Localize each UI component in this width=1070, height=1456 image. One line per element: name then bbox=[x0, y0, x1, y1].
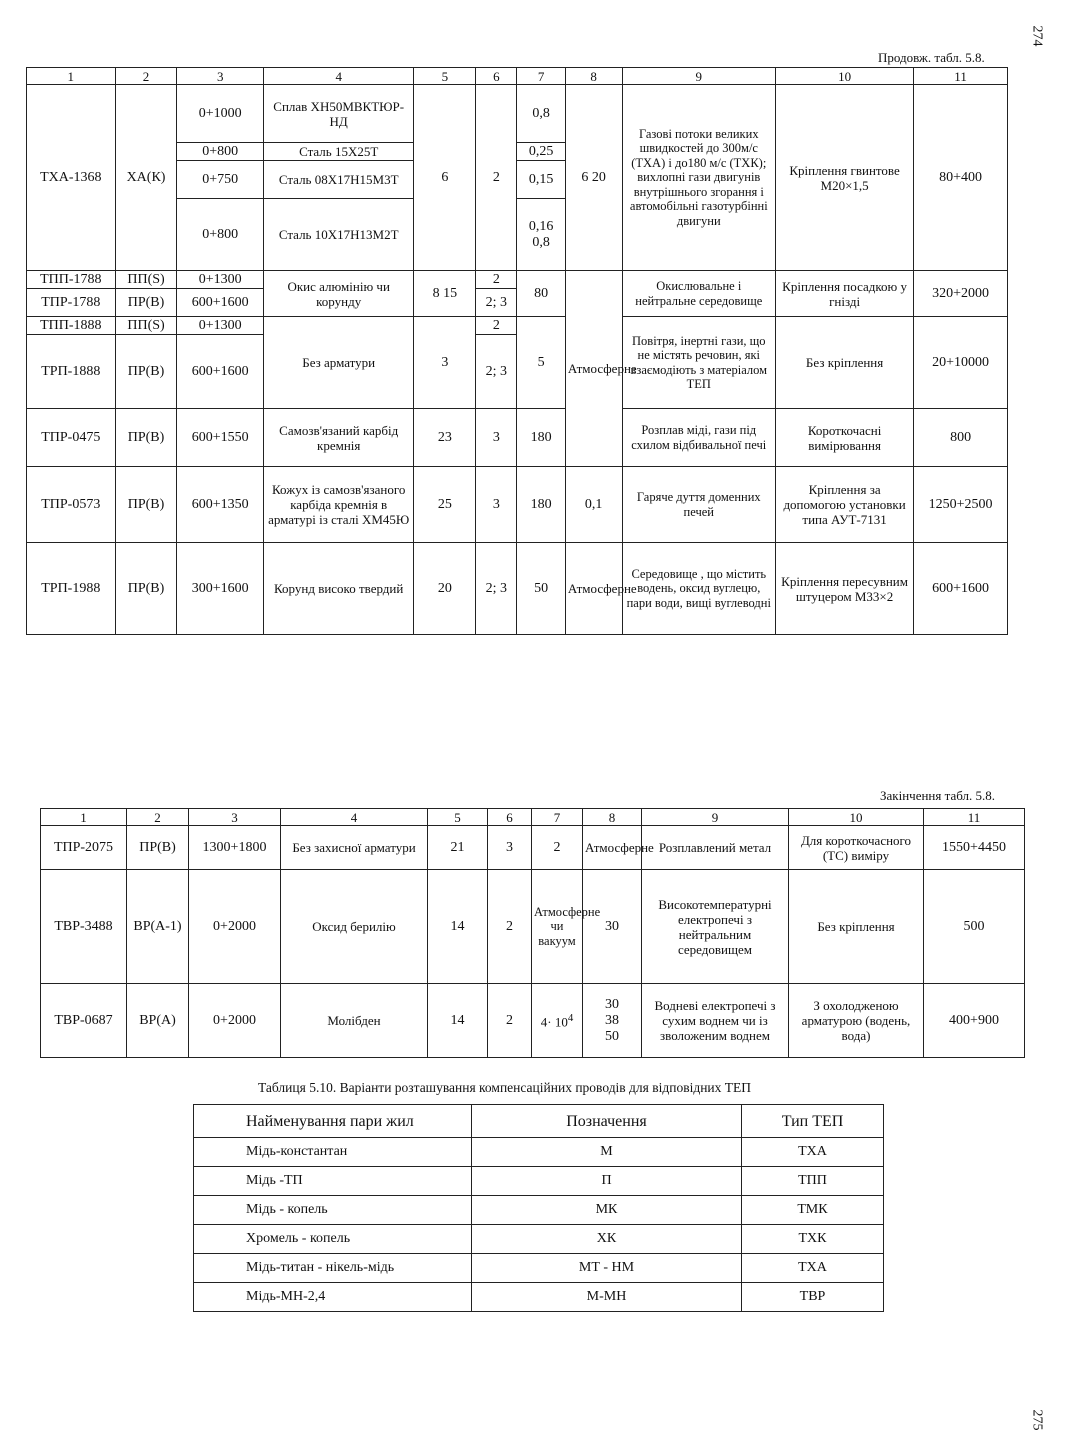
header-cell: 11 bbox=[924, 809, 1025, 826]
cell-col6: 2 bbox=[476, 317, 517, 335]
cell-range: 0+2000 bbox=[189, 984, 281, 1058]
cell-material: Сталь 10Х17Н13М2Т bbox=[263, 199, 413, 271]
cell-tep-type: ТХА bbox=[742, 1254, 884, 1283]
cell-col7: 0,16 0,8 bbox=[517, 199, 565, 271]
cell-code: ТВР-0687 bbox=[41, 984, 127, 1058]
cell-pair: Мідь-МН-2,4 bbox=[194, 1283, 472, 1312]
cell-pair: Мідь - копель bbox=[194, 1196, 472, 1225]
page-number-bottom: 275 bbox=[1029, 1409, 1045, 1431]
cell-range: 600+1600 bbox=[177, 335, 264, 409]
cell-range: 600+1600 bbox=[177, 289, 264, 317]
cell-range: 0+2000 bbox=[189, 870, 281, 984]
cell-col8: Атмосферне bbox=[565, 543, 622, 635]
cell-length: 800 bbox=[914, 409, 1008, 467]
header-cell: 7 bbox=[517, 68, 565, 85]
cell-material: Сталь 08Х17Н15М3Т bbox=[263, 161, 413, 199]
table3-caption: Таблиця 5.10. Варіанти розташування компенсаційних проводів для відповідних ТЕП bbox=[258, 1080, 752, 1095]
cell-length: 80+400 bbox=[914, 85, 1008, 271]
cell-tep-type: ТПП bbox=[742, 1167, 884, 1196]
table-row bbox=[27, 317, 1008, 335]
cell-type: ПП(S) bbox=[115, 271, 177, 289]
cell-type: ПР(В) bbox=[115, 543, 177, 635]
cell-code: ТВР-3488 bbox=[41, 870, 127, 984]
table1-caption: Продовж. табл. 5.8. bbox=[878, 50, 985, 65]
cell-range: 1300+1800 bbox=[189, 826, 281, 870]
page-number-top: 274 bbox=[1029, 25, 1045, 47]
cell-designation: ХК bbox=[472, 1225, 742, 1254]
header-cell: Позначення bbox=[472, 1105, 742, 1138]
table-row bbox=[27, 85, 1008, 143]
cell-mounting: Для короткочасного (ТС) виміру bbox=[789, 826, 924, 870]
cell-material: Оксид берилію bbox=[281, 870, 428, 984]
cell-col7: 180 bbox=[517, 409, 565, 467]
cell-type: ПР(В) bbox=[115, 289, 177, 317]
cell-code: ТПР-1788 bbox=[27, 289, 116, 317]
cell-col7: 5 bbox=[517, 317, 565, 409]
header-cell: 6 bbox=[488, 809, 532, 826]
cell-range: 300+1600 bbox=[177, 543, 264, 635]
cell-type: ПП(S) bbox=[115, 317, 177, 335]
cell-type: ПР(В) bbox=[127, 826, 189, 870]
cell-length: 500 bbox=[924, 870, 1025, 984]
cell-material: Сплав ХН50МВКТЮР-НД bbox=[263, 85, 413, 143]
cell-pair: Хромель - копель bbox=[194, 1225, 472, 1254]
cell-code: ТПР-2075 bbox=[41, 826, 127, 870]
cell-range: 0+1000 bbox=[177, 85, 264, 143]
cell-type: ВР(А-1) bbox=[127, 870, 189, 984]
table-5-10 bbox=[193, 1104, 884, 1312]
cell-mounting: З охолодженою арматурою (водень, вода) bbox=[789, 984, 924, 1058]
cell-material: Молібден bbox=[281, 984, 428, 1058]
cell-col6: 2 bbox=[488, 984, 532, 1058]
header-cell: 6 bbox=[476, 68, 517, 85]
cell-range: 600+1550 bbox=[177, 409, 264, 467]
cell-mounting: Без кріплення bbox=[776, 317, 914, 409]
cell-col7 bbox=[532, 984, 583, 1058]
table-row bbox=[41, 984, 1025, 1058]
cell-col7: 180 bbox=[517, 467, 565, 543]
cell-type: ПР(В) bbox=[115, 335, 177, 409]
cell-col7: 80 bbox=[517, 271, 565, 317]
table-row bbox=[194, 1138, 884, 1167]
cell-length: 400+900 bbox=[924, 984, 1025, 1058]
col7-base: 4· 10 bbox=[540, 1014, 568, 1030]
table-row bbox=[194, 1225, 884, 1254]
header-cell: 5 bbox=[428, 809, 488, 826]
table-row bbox=[194, 1196, 884, 1225]
cell-col7: 0,15 bbox=[517, 161, 565, 199]
cell-mounting: Кріплення гвинтове М20×1,5 bbox=[776, 85, 914, 271]
cell-material: Корунд високо твердий bbox=[263, 543, 413, 635]
cell-code: ТПП-1788 bbox=[27, 271, 116, 289]
cell-pair: Мідь-титан - нікель-мідь bbox=[194, 1254, 472, 1283]
cell-medium: Розплав міді, гази під схилом відбивальної печі bbox=[622, 409, 776, 467]
header-cell: 10 bbox=[776, 68, 914, 85]
cell-col8: 0,1 bbox=[565, 467, 622, 543]
table-row bbox=[27, 409, 1008, 467]
cell-medium: Водневі електропечі з сухим воднем чи із зволоженим воднем bbox=[642, 984, 789, 1058]
cell-col8: 30 38 50 bbox=[583, 984, 642, 1058]
cell-material: Кожух із самозв'язаного карбіда кремнія в арматурі із сталі ХМ45Ю bbox=[263, 467, 413, 543]
cell-material: Без захисної арматури bbox=[281, 826, 428, 870]
cell-col5: 21 bbox=[428, 826, 488, 870]
cell-type: ХА(К) bbox=[115, 85, 177, 271]
table-row bbox=[194, 1167, 884, 1196]
cell-range: 0+800 bbox=[177, 199, 264, 271]
cell-length: 320+2000 bbox=[914, 271, 1008, 317]
cell-col6: 2; 3 bbox=[476, 335, 517, 409]
cell-pair: Мідь -ТП bbox=[194, 1167, 472, 1196]
cell-length: 1250+2500 bbox=[914, 467, 1008, 543]
cell-col6: 2; 3 bbox=[476, 289, 517, 317]
cell-col7: 0,25 bbox=[517, 143, 565, 161]
cell-col8: 30 bbox=[583, 870, 642, 984]
header-cell: 3 bbox=[177, 68, 264, 85]
header-cell: 1 bbox=[27, 68, 116, 85]
header-cell: 9 bbox=[642, 809, 789, 826]
cell-col5: 23 bbox=[414, 409, 476, 467]
cell-material: Сталь 15Х25Т bbox=[263, 143, 413, 161]
cell-length: 600+1600 bbox=[914, 543, 1008, 635]
cell-col5: 14 bbox=[428, 870, 488, 984]
cell-mounting: Без кріплення bbox=[789, 870, 924, 984]
cell-range: 0+1300 bbox=[177, 317, 264, 335]
table-row bbox=[41, 870, 1025, 984]
table2-caption: Закінчення табл. 5.8. bbox=[880, 788, 996, 803]
cell-tep-type: ТВР bbox=[742, 1283, 884, 1312]
cell-col6: 3 bbox=[488, 826, 532, 870]
cell-col6: 3 bbox=[476, 467, 517, 543]
cell-col7: 0,8 bbox=[517, 85, 565, 143]
cell-col6: 2 bbox=[488, 870, 532, 984]
header-row bbox=[41, 809, 1025, 826]
cell-tep-type: ТХА bbox=[742, 1138, 884, 1167]
cell-code: ТПР-0475 bbox=[27, 409, 116, 467]
cell-col7: 50 bbox=[517, 543, 565, 635]
cell-col5: 6 bbox=[414, 85, 476, 271]
table-row bbox=[27, 543, 1008, 635]
cell-material: Окис алюмінію чи корунду bbox=[263, 271, 413, 317]
cell-range: 0+1300 bbox=[177, 271, 264, 289]
header-cell: 8 bbox=[565, 68, 622, 85]
cell-col7: 2 bbox=[532, 826, 583, 870]
cell-col6: 2 bbox=[476, 85, 517, 271]
cell-designation: МК bbox=[472, 1196, 742, 1225]
cell-col5: 20 bbox=[414, 543, 476, 635]
cell-col8: Атмосферне bbox=[565, 271, 622, 467]
header-cell: 2 bbox=[115, 68, 177, 85]
cell-code: ТПП-1888 bbox=[27, 317, 116, 335]
header-cell: 10 bbox=[789, 809, 924, 826]
cell-medium: Повітря, інертні гази, що не містять речовин, які взаємодіють з матеріалом ТЕП bbox=[622, 317, 776, 409]
cell-medium: Гаряче дуття доменних печей bbox=[622, 467, 776, 543]
cell-length: 1550+4450 bbox=[924, 826, 1025, 870]
cell-tep-type: ТХК bbox=[742, 1225, 884, 1254]
table-row bbox=[27, 467, 1008, 543]
cell-designation: МТ - НМ bbox=[472, 1254, 742, 1283]
cell-designation: М-МН bbox=[472, 1283, 742, 1312]
cell-length: 20+10000 bbox=[914, 317, 1008, 409]
col7-exponent: 4 bbox=[567, 1012, 574, 1025]
cell-col8: 6 20 bbox=[565, 85, 622, 271]
header-cell: 4 bbox=[263, 68, 413, 85]
cell-designation: П bbox=[472, 1167, 742, 1196]
cell-col6: 3 bbox=[476, 409, 517, 467]
cell-col5: 8 15 bbox=[414, 271, 476, 317]
cell-code: ТРП-1988 bbox=[27, 543, 116, 635]
cell-pair: Мідь-константан bbox=[194, 1138, 472, 1167]
table-5-8-continued bbox=[26, 67, 1008, 635]
header-cell: Тип ТЕП bbox=[742, 1105, 884, 1138]
cell-medium: Високотемпературні електропечі з нейтральним середовищем bbox=[642, 870, 789, 984]
table-row bbox=[194, 1283, 884, 1312]
header-cell: 11 bbox=[914, 68, 1008, 85]
cell-type: ВР(А) bbox=[127, 984, 189, 1058]
table-row bbox=[27, 271, 1008, 289]
cell-col6: 2 bbox=[476, 271, 517, 289]
header-cell: 5 bbox=[414, 68, 476, 85]
header-cell: 9 bbox=[622, 68, 776, 85]
cell-range: 0+750 bbox=[177, 161, 264, 199]
cell-tep-type: ТМК bbox=[742, 1196, 884, 1225]
cell-medium: Окислювальне і нейтральне середовище bbox=[622, 271, 776, 317]
cell-mounting: Кріплення пересувним штуцером М33×2 bbox=[776, 543, 914, 635]
header-cell: 1 bbox=[41, 809, 127, 826]
cell-designation: М bbox=[472, 1138, 742, 1167]
cell-range: 0+800 bbox=[177, 143, 264, 161]
cell-mounting: Короткочасні вимірювання bbox=[776, 409, 914, 467]
header-cell: 3 bbox=[189, 809, 281, 826]
cell-code: ТРП-1888 bbox=[27, 335, 116, 409]
cell-medium: Середовище , що містить водень, оксид вуглецю, пари води, вищі вуглеводні bbox=[622, 543, 776, 635]
cell-type: ПР(В) bbox=[115, 409, 177, 467]
cell-col7: Атмосферне чи вакуум bbox=[532, 870, 583, 984]
table-5-8-end bbox=[40, 808, 1025, 1058]
cell-mounting: Кріплення посадкою у гнізді bbox=[776, 271, 914, 317]
cell-col8: Атмосферне bbox=[583, 826, 642, 870]
cell-medium: Розплавлений метал bbox=[642, 826, 789, 870]
cell-range: 600+1350 bbox=[177, 467, 264, 543]
table-row bbox=[194, 1254, 884, 1283]
header-row bbox=[194, 1105, 884, 1138]
cell-col5: 25 bbox=[414, 467, 476, 543]
header-cell: 2 bbox=[127, 809, 189, 826]
cell-col6: 2; 3 bbox=[476, 543, 517, 635]
cell-material: Без арматури bbox=[263, 317, 413, 409]
cell-medium: Газові потоки великих швидкостей до 300м/с (ТХА) і до180 м/с (ТХК); вихлопні гази двигунів внутрішнього згорання і автомобільні газотурбінні двигуни bbox=[622, 85, 776, 271]
cell-mounting: Кріплення за допомогою установки типа АУТ-7131 bbox=[776, 467, 914, 543]
cell-code: ТПР-0573 bbox=[27, 467, 116, 543]
header-cell: Найменування пари жил bbox=[194, 1105, 472, 1138]
header-row bbox=[27, 68, 1008, 85]
cell-col5: 3 bbox=[414, 317, 476, 409]
header-cell: 7 bbox=[532, 809, 583, 826]
cell-type: ПР(В) bbox=[115, 467, 177, 543]
cell-code: ТХА-1368 bbox=[27, 85, 116, 271]
header-cell: 4 bbox=[281, 809, 428, 826]
cell-material: Самозв'язаний карбід кремнія bbox=[263, 409, 413, 467]
header-cell: 8 bbox=[583, 809, 642, 826]
cell-col5: 14 bbox=[428, 984, 488, 1058]
table-row bbox=[41, 826, 1025, 870]
